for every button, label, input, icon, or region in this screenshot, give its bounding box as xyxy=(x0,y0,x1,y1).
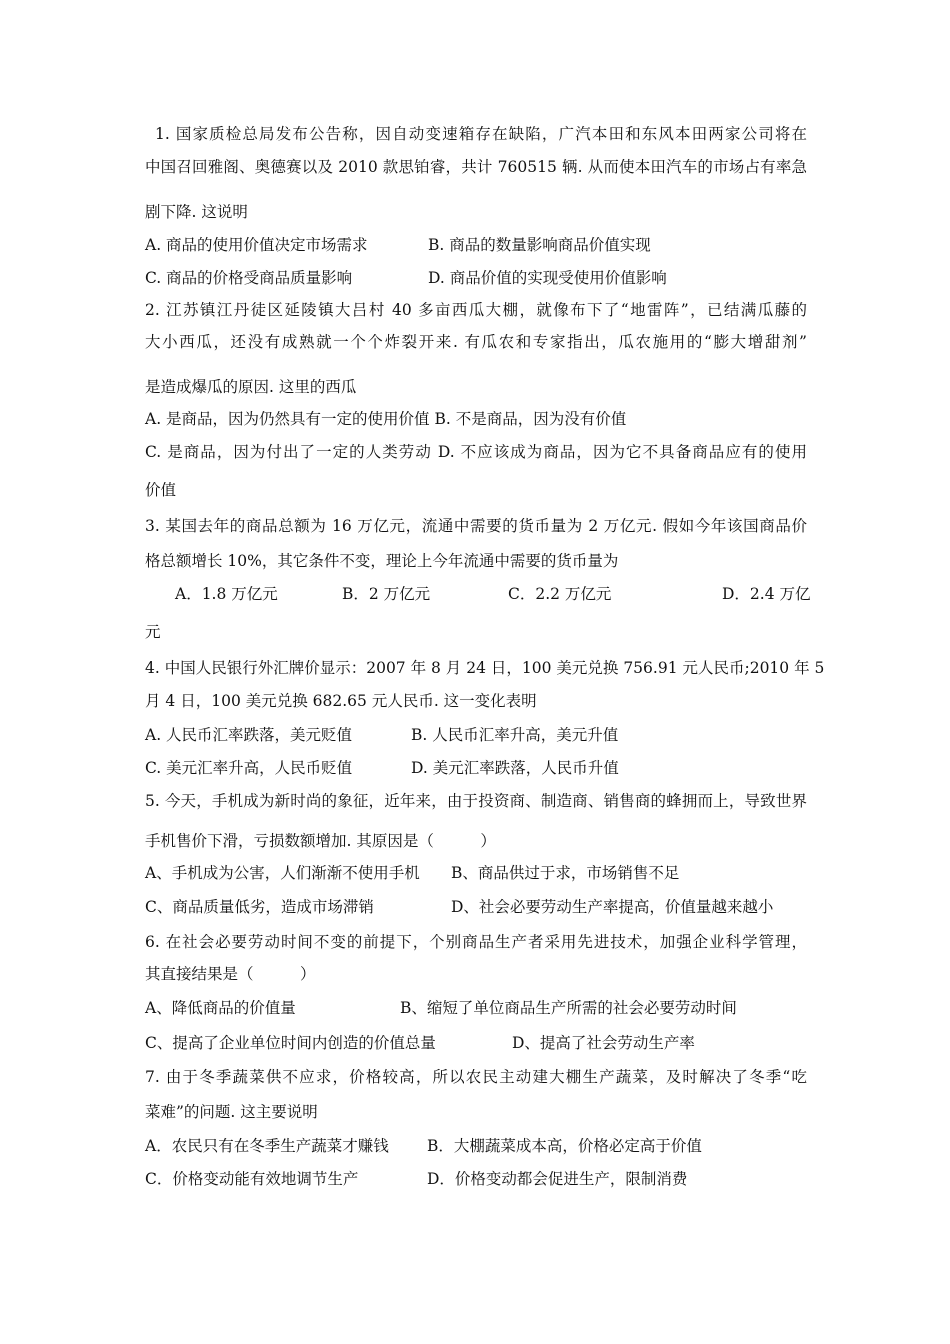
option-d: D、社会必要劳动生产率提高，价值量越来越小 xyxy=(451,898,774,916)
option-c: C、提高了企业单位时间内创造的价值总量 xyxy=(145,1034,436,1052)
option-b: B、商品供过于求，市场销售不足 xyxy=(451,864,680,882)
option-a: A、手机成为公害，人们渐渐不使用手机 xyxy=(145,864,420,882)
option-b: B、缩短了单位商品生产所需的社会必要劳动时间 xyxy=(400,999,737,1017)
question-text-line: 大小西瓜，还没有成熟就一个个炸裂开来. 有瓜农和专家指出，瓜农施用的“膨大增甜剂” xyxy=(145,333,807,351)
question-text-line: 1. 国家质检总局发布公告称，因自动变速箱存在缺陷，广汽本田和东风本田两家公司将在 xyxy=(155,125,807,143)
question-text-line: 是造成爆瓜的原因. 这里的西瓜 xyxy=(145,378,357,396)
option-a: A．农民只有在冬季生产蔬菜才赚钱 xyxy=(145,1137,389,1155)
option-c: C、商品质量低劣，造成市场滞销 xyxy=(145,898,374,916)
question-text-line: 6. 在社会必要劳动时间不变的前提下，个别商品生产者采用先进技术，加强企业科学管理， xyxy=(145,933,807,951)
option-b: B．2 万亿元 xyxy=(342,585,431,603)
option-a-b: A. 是商品，因为仍然具有一定的使用价值 B. 不是商品，因为没有价值 xyxy=(145,410,627,428)
question-text-line: 菜难”的问题. 这主要说明 xyxy=(145,1103,318,1121)
option-a: A. 人民币汇率跌落，美元贬值 xyxy=(145,726,353,744)
question-text-line: 2. 江苏镇江丹徒区延陵镇大吕村 40 多亩西瓜大棚，就像布下了“地雷阵”，已结满瓜藤的 xyxy=(145,301,807,319)
option-d: D、提高了社会劳动生产率 xyxy=(512,1034,695,1052)
question-text-line: 7. 由于冬季蔬菜供不应求，价格较高，所以农民主动建大棚生产蔬菜，及时解决了冬季“吃 xyxy=(145,1068,807,1086)
option-c: C．价格变动能有效地调节生产 xyxy=(145,1170,359,1188)
option-c: C．2.2 万亿元 xyxy=(508,585,612,603)
option-a: A．1.8 万亿元 xyxy=(175,585,278,603)
option-b: B. 商品的数量影响商品价值实现 xyxy=(428,236,651,254)
option-d: D．2.4 万亿 xyxy=(722,585,811,603)
question-text-line: 剧下降. 这说明 xyxy=(145,203,248,221)
option-d-continued: 价值 xyxy=(145,481,177,499)
question-text-line: 月 4 日，100 美元兑换 682.65 元人民币. 这一变化表明 xyxy=(145,692,537,710)
option-a: A. 商品的使用价值决定市场需求 xyxy=(145,236,368,254)
option-c-d: C. 是商品，因为付出了一定的人类劳动 D. 不应该成为商品，因为它不具备商品应有的使用 xyxy=(145,443,807,461)
option-b: B．大棚蔬菜成本高，价格必定高于价值 xyxy=(427,1137,702,1155)
option-d-continued: 元 xyxy=(145,623,161,641)
question-text-line: 其直接结果是（ ） xyxy=(145,965,316,983)
option-c: C. 美元汇率升高，人民币贬值 xyxy=(145,759,353,777)
option-c: C. 商品的价格受商品质量影响 xyxy=(145,269,353,287)
question-text-line: 手机售价下滑，亏损数额增加. 其原因是（ ） xyxy=(145,832,496,850)
option-a: A、降低商品的价值量 xyxy=(145,999,296,1017)
question-text-line: 格总额增长 10%，其它条件不变，理论上今年流通中需要的货币量为 xyxy=(145,552,619,570)
option-b: B. 人民币汇率升高，美元升值 xyxy=(411,726,619,744)
option-d: D. 商品价值的实现受使用价值影响 xyxy=(428,269,667,287)
option-d: D. 美元汇率跌落，人民币升值 xyxy=(411,759,619,777)
question-text-line: 中国召回雅阁、奥德赛以及 2010 款思铂睿，共计 760515 辆. 从而使本田汽车的市场占有率急 xyxy=(145,158,807,176)
question-text-line: 4. 中国人民银行外汇牌价显示：2007 年 8 月 24 日，100 美元兑换 756.91 元人民币;2010 年 5 xyxy=(145,659,825,677)
question-text-line: 3. 某国去年的商品总额为 16 万亿元，流通中需要的货币量为 2 万亿元. 假如今年该国商品价 xyxy=(145,517,807,535)
question-text-line: 5. 今天，手机成为新时尚的象征，近年来，由于投资商、制造商、销售商的蜂拥而上，导致世界 xyxy=(145,792,807,810)
option-d: D．价格变动都会促进生产，限制消费 xyxy=(427,1170,688,1188)
